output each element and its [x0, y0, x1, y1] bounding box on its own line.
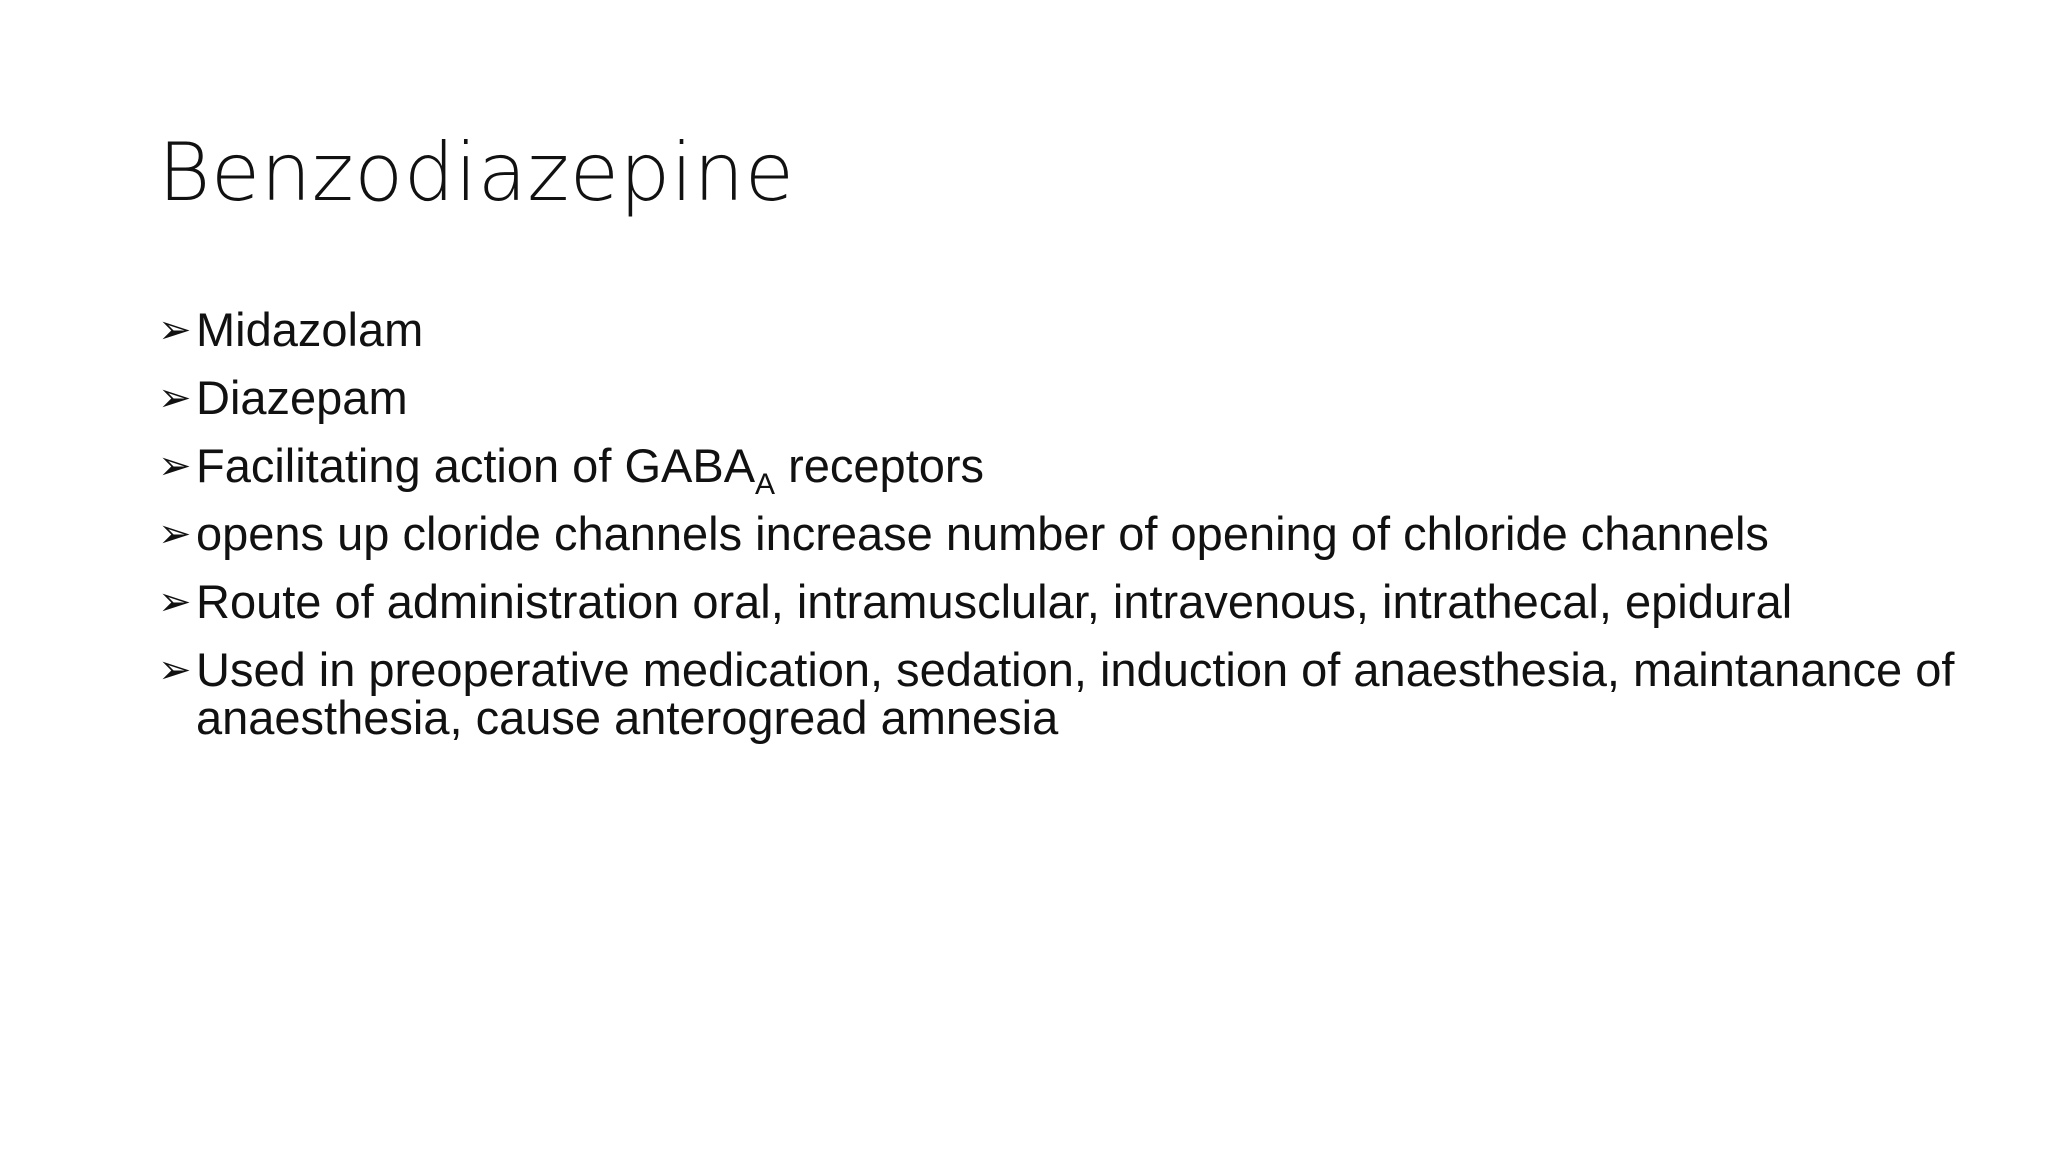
bullet-item — [158, 303, 1958, 356]
bullet-item — [158, 575, 1958, 628]
bullet-text: Route of administration oral, intramusclular, intravenous, intrathecal, epidural — [196, 575, 1793, 628]
bullet-item — [158, 643, 1958, 744]
bullet-text: Facilitating action of GABA — [196, 439, 756, 492]
bullet-subscript: A — [755, 468, 776, 501]
bullet-item — [158, 439, 1958, 501]
arrow-bullet-icon: ➢ — [158, 375, 192, 421]
arrow-bullet-icon: ➢ — [158, 647, 192, 693]
bullet-list — [158, 303, 1958, 762]
bullet-text: opens up cloride channels increase number of opening of chloride channels — [196, 507, 1769, 560]
bullet-item — [158, 371, 1958, 424]
arrow-bullet-icon: ➢ — [158, 579, 192, 625]
arrow-bullet-icon: ➢ — [158, 443, 192, 489]
bullet-text: Used in preoperative medication, sedation, induction of anaesthesia, maintanance of anaesthesia, cause anterogread amnesia — [196, 643, 1955, 744]
arrow-bullet-icon: ➢ — [158, 307, 192, 353]
arrow-bullet-icon: ➢ — [158, 511, 192, 557]
bullet-text: Diazepam — [196, 371, 408, 424]
bullet-text-after: receptors — [775, 439, 985, 492]
bullet-item — [158, 507, 1958, 560]
slide-title: Benzodiazepine — [158, 126, 795, 219]
bullet-text: Midazolam — [196, 303, 424, 356]
